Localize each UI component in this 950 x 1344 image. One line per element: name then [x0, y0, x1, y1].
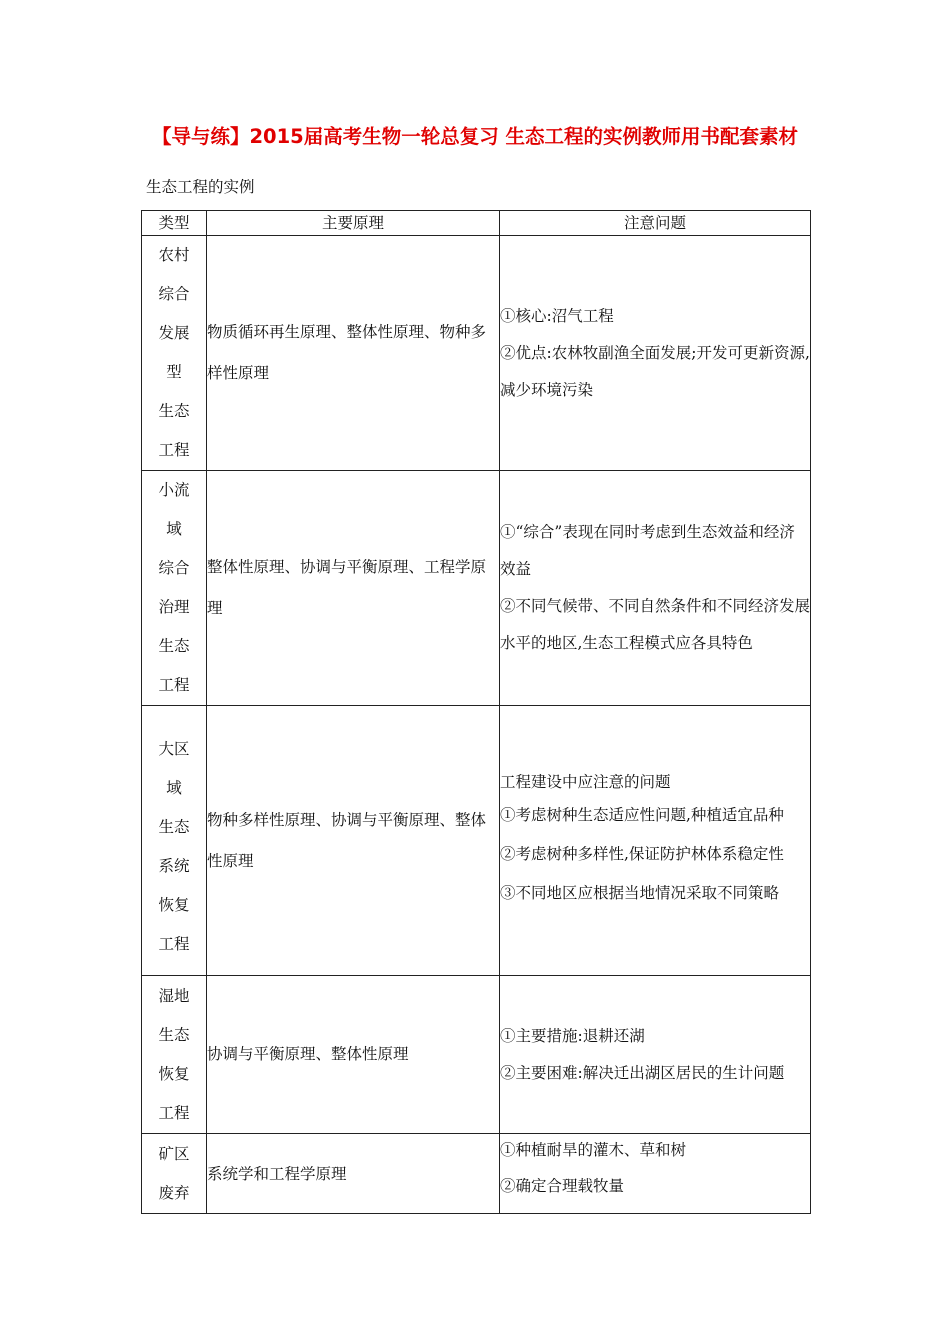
type-line: 综合 [158, 285, 190, 303]
header-type: 类型 [142, 211, 207, 236]
type-line: 恢复 [158, 1064, 190, 1083]
type-cell [142, 236, 207, 471]
type-line: 域 [166, 520, 182, 538]
table-row [142, 1134, 811, 1214]
notes-cell [500, 706, 811, 976]
note-line: ①种植耐旱的灌木、草和树 [500, 1140, 687, 1159]
type-line: 生态 [158, 1025, 190, 1044]
type-line: 系统 [158, 856, 190, 875]
type-line: 生态 [158, 637, 190, 655]
type-line: 小流 [158, 481, 190, 499]
note-line: ①考虑树种生态适应性问题,种植适宜品种 [500, 806, 784, 824]
notes-cell [500, 471, 811, 706]
table-row [142, 236, 811, 471]
type-line: 生态 [158, 817, 190, 836]
table-header-row [142, 211, 811, 236]
type-line: 湿地 [158, 986, 190, 1005]
note-line: ②优点:农林牧副渔全面发展;开发可更新资源,减少环境污染 [500, 343, 810, 399]
type-line: 工程 [158, 441, 190, 459]
note-line: ②考虑树种多样性,保证防护林体系稳定性 [500, 845, 784, 863]
note-line: ②不同气候带、不同自然条件和不同经济发展水平的地区,生态工程模式应各具特色 [500, 597, 811, 652]
principle-cell: 协调与平衡原理、整体性原理 [207, 976, 500, 1134]
type-line: 矿区 [158, 1144, 190, 1163]
type-cell [142, 976, 207, 1134]
principle-cell: 物质循环再生原理、整体性原理、物种多样性原理 [207, 236, 500, 471]
type-line: 生态 [158, 402, 190, 420]
note-line: ①“综合”表现在同时考虑到生态效益和经济效益 [500, 523, 795, 578]
type-line: 废弃 [158, 1183, 190, 1202]
document-title: 【导与练】2015届高考生物一轮总复习 生态工程的实例教师用书配套素材 [151, 125, 799, 148]
header-notes: 注意问题 [500, 211, 811, 236]
table-row [142, 976, 811, 1134]
note-line: 工程建设中应注意的问题 [500, 773, 671, 791]
type-line: 发展 [158, 324, 190, 342]
type-cell [142, 1134, 207, 1214]
note-line: ②主要困难:解决迁出湖区居民的生计问题 [500, 1063, 785, 1082]
note-line: ①核心:沼气工程 [500, 306, 614, 325]
type-line: 工程 [158, 1103, 190, 1122]
type-line: 大区 [158, 739, 190, 758]
type-cell [142, 471, 207, 706]
notes-cell [500, 976, 811, 1134]
type-line: 域 [166, 778, 182, 797]
table-row [142, 471, 811, 706]
notes-cell [500, 236, 811, 471]
principle-cell: 整体性原理、协调与平衡原理、工程学原理 [207, 471, 500, 706]
table-row [142, 706, 811, 976]
principle-cell: 系统学和工程学原理 [207, 1134, 500, 1214]
type-line: 工程 [158, 934, 190, 953]
type-line: 农村 [158, 246, 190, 264]
note-line: ①主要措施:退耕还湖 [500, 1026, 645, 1045]
eco-engineering-table [141, 210, 811, 1214]
type-line: 综合 [158, 559, 190, 577]
type-cell [142, 706, 207, 976]
type-line: 工程 [158, 676, 190, 694]
note-line: ③不同地区应根据当地情况采取不同策略 [500, 884, 780, 902]
section-subtitle: 生态工程的实例 [146, 178, 255, 196]
principle-cell: 物种多样性原理、协调与平衡原理、整体性原理 [207, 706, 500, 976]
type-line: 治理 [158, 598, 190, 616]
notes-cell [500, 1134, 811, 1214]
type-line: 恢复 [158, 895, 190, 914]
header-principle: 主要原理 [207, 211, 500, 236]
note-line: ②确定合理载牧量 [500, 1176, 625, 1195]
type-line: 型 [166, 363, 182, 381]
